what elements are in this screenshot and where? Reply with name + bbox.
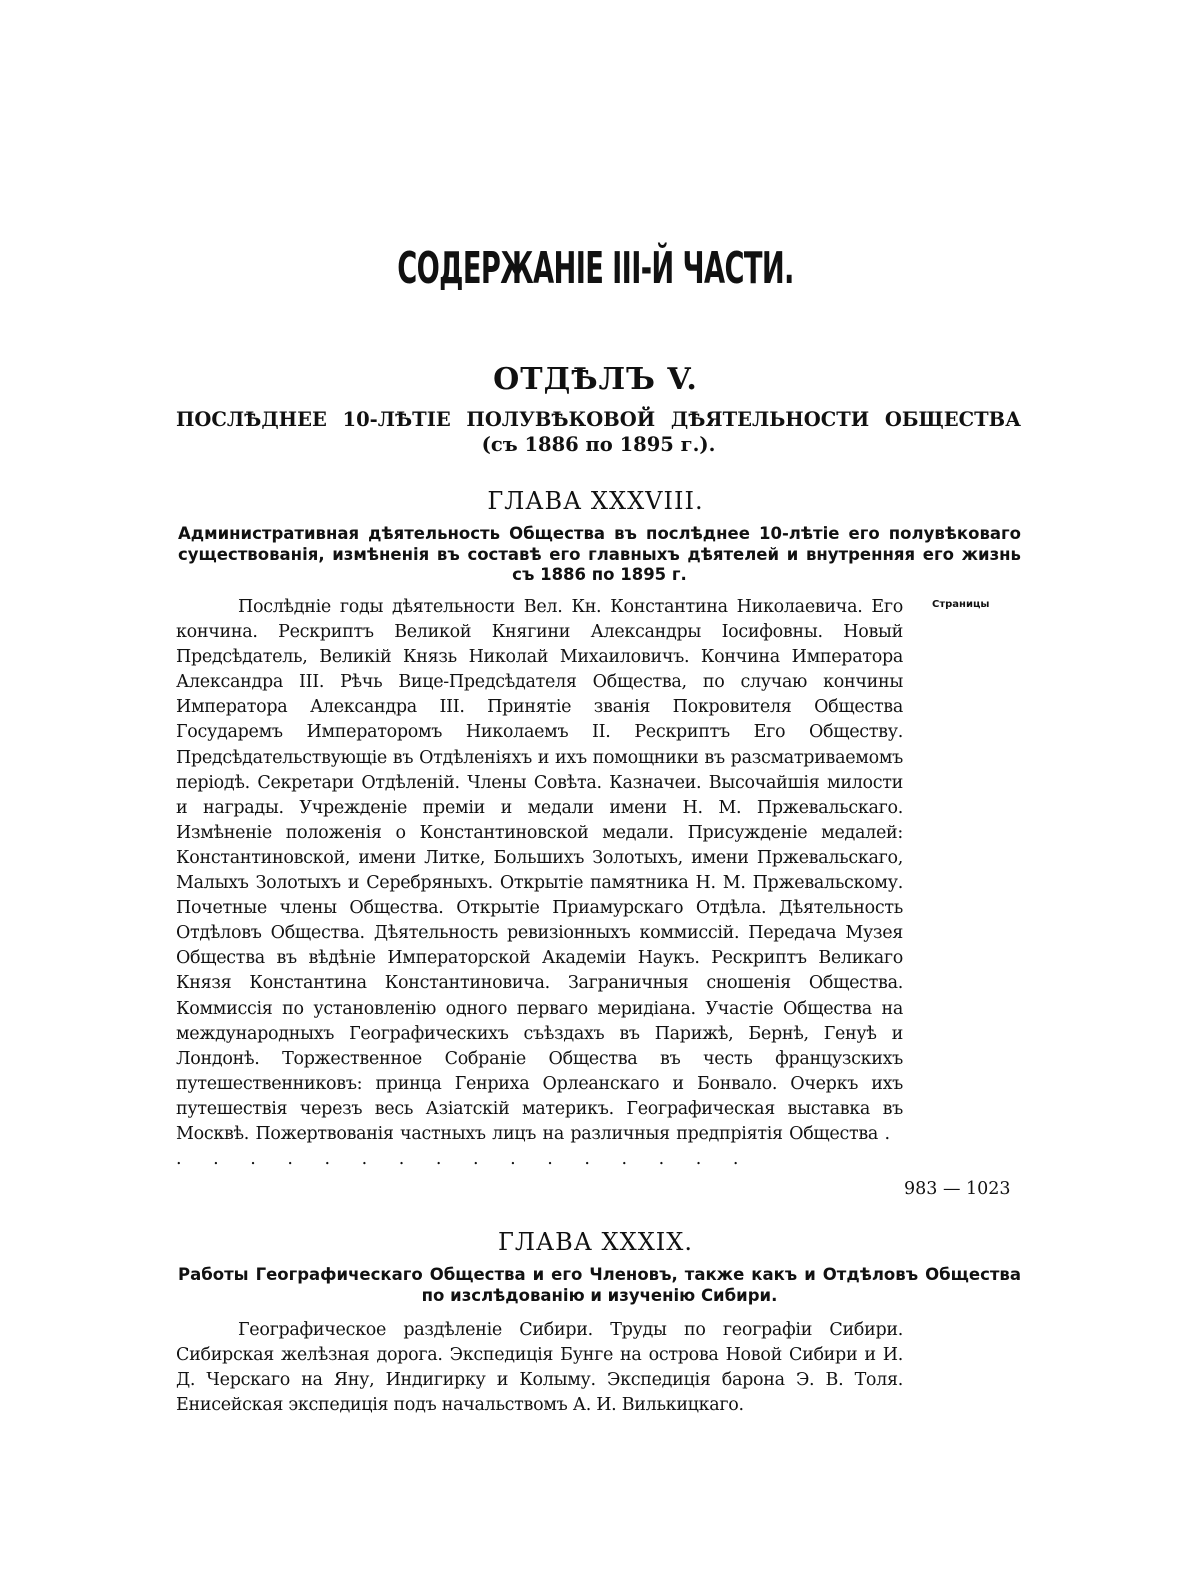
chapter-38-subtitle: Административная дѣятельность Общества въ послѣднее 10-лѣтіе его полувѣковаго существованія, измѣненія въ составѣ его главныхъ дѣятелей и внутренняя его жизнь съ 1886 по 1895 г. <box>178 524 1021 584</box>
page-title: СОДЕРЖАНІЕ III-Й ЧАСТИ. <box>397 243 794 294</box>
pages-column-header: Страницы <box>932 599 990 610</box>
section-title: ОТДѢЛЪ V. <box>493 362 698 397</box>
chapter-39-subtitle: Работы Географическаго Общества и его Членовъ, также какъ и Отдѣловъ Общества по изслѣдованію и изученію Сибири. <box>178 1265 1021 1305</box>
dot-leader: . . . . . . . . . . . . . . . . . <box>176 1123 904 1170</box>
chapter-38-title: ГЛАВА XXXVIII. <box>487 487 704 515</box>
chapter-38-body: Послѣдніе годы дѣятельности Вел. Кн. Константина Николаевича. Его кончина. Рескриптъ Великой Княгини Александры Іосифовны. Новый Предсѣдатель, Великій Князь Николай Михаиловичъ. Кончина Императора Александра III. Рѣчь Вице-Предсѣдателя Общества, по случаю кончины Императора Александра III. Принятіе званія Покровителя Общества Государемъ Императоромъ Николаемъ II. Рескриптъ Его Обществу. Предсѣдательствующіе въ Отдѣленіяхъ и ихъ помощники въ разсматриваемомъ періодѣ. Секретари Отдѣленій. Члены Совѣта. Казначеи. Высочайшія милости и награды. Учрежденіе преміи и медали имени Н. М. Пржевальскаго. Измѣненіе положенія о Константиновской медали. Присужденіе медалей: Константиновской, имени Литке, Большихъ Золотыхъ, имени Пржевальскаго, Малыхъ Золотыхъ и Серебряныхъ. Открытіе памятника Н. М. Пржевальскому. Почетные члены Общества. Открытіе Приамурскаго Отдѣла. Дѣятельность Отдѣловъ Общества. Дѣятельность ревизіонныхъ коммиссій. Передача Музея Общества въ вѣдѣніе Императорской Академіи Наукъ. Рескриптъ Великаго Князя Константина Константиновича. Заграничныя сношенія Общества. Коммиссія по установленію одного перваго меридіана. Участіе Общества на международныхъ Географическихъ съѣздахъ въ Парижѣ, Бернѣ, Генуѣ и Лондонѣ. Торжественное Собраніе Общества въ честь французскихъ путешественниковъ: принца Генриха Орлеанскаго и Бонвало. Очеркъ ихъ путешествія черезъ весь Азіатскій материкъ. Географическая выставка въ Москвѣ. Пожертвованія частныхъ лицъ на различныя предпріятія Общества <box>176 597 903 1144</box>
chapter-39-title: ГЛАВА XXXIX. <box>498 1228 693 1256</box>
chapter-38-contents <box>176 595 903 1172</box>
section-subtitle: ПОСЛѢДНЕЕ 10-ЛѢТІЕ ПОЛУВѢКОВОЙ ДѢЯТЕЛЬНОСТИ ОБЩЕСТВА (съ 1886 по 1895 г.). <box>176 408 1021 456</box>
chapter-39-body: Географическое раздѣленіе Сибири. Труды по географіи Сибири. Сибирская желѣзная дорога. Экспедиція Бунге на острова Новой Сибири и И. Д. Черскаго на Яну, Индигирку и Колыму. Экспедиція барона Э. В. Толя. Енисейская экспедиція подъ начальствомъ А. И. Вилькицкаго. <box>176 1320 903 1416</box>
chapter-38-page-range: 983 — 1023 <box>904 1179 1011 1199</box>
